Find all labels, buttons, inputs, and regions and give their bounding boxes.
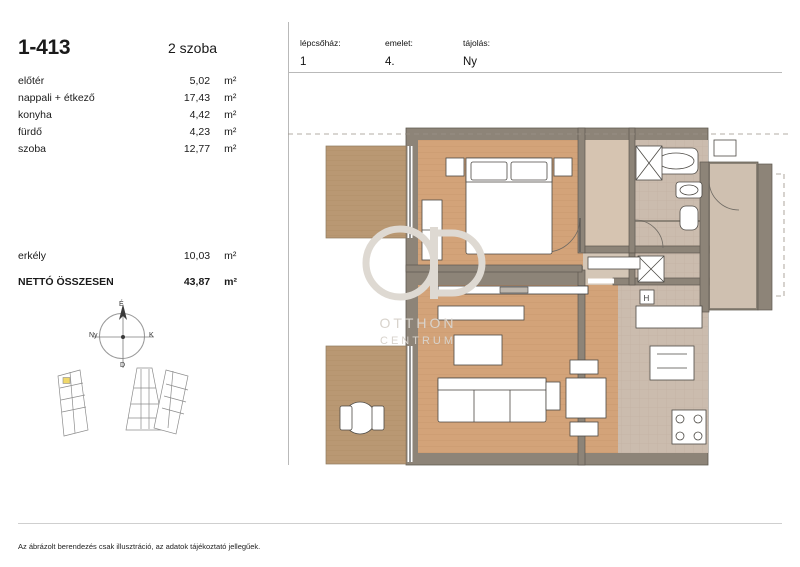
kitchen-counter: [636, 306, 702, 328]
balcony-chair: [372, 406, 384, 430]
site-key-plan: [42, 358, 198, 448]
corridor-floor: [583, 140, 633, 250]
table-row: [18, 124, 254, 141]
header-field-staircase: [300, 38, 341, 68]
balcony-chair: [340, 406, 352, 430]
summary-table: [18, 246, 254, 292]
disclaimer-note: Az ábrázolt berendezés csak illusztráció, az adatok tájékoztató jellegűek.: [18, 542, 261, 551]
room-name: szoba: [18, 143, 47, 155]
room-name: konyha: [18, 109, 52, 121]
room-name: előtér: [18, 75, 45, 87]
entry-cabinet: [714, 140, 736, 156]
balcony-area: 10,03: [183, 250, 211, 262]
room-unit: m²: [224, 126, 237, 138]
table-row: [18, 141, 254, 158]
total-label: NETTÓ ÖSSZESEN: [18, 276, 114, 288]
room-area: 5,02: [189, 75, 211, 87]
toilet: [680, 206, 698, 230]
balcony-unit: m²: [224, 250, 237, 262]
kitchen-island: [650, 346, 694, 380]
room-area: 4,23: [189, 126, 211, 138]
table-row: [18, 90, 254, 107]
room-area: 4,42: [189, 109, 211, 121]
total-area: 43,87: [183, 276, 211, 288]
header-label: tájolás:: [463, 38, 490, 48]
burner: [676, 432, 684, 440]
tv-unit: [438, 306, 524, 320]
room-unit: m²: [224, 92, 237, 104]
sofa-back: [438, 378, 546, 390]
header-value: 1: [300, 56, 307, 68]
room-count-label: 2 szoba: [168, 40, 218, 56]
room-area-table: [18, 73, 254, 158]
chair: [570, 422, 598, 436]
room-area: 17,43: [183, 92, 211, 104]
floorplan-drawing: [288, 110, 788, 480]
room-name: fürdő: [18, 126, 42, 138]
nightstand: [446, 158, 464, 176]
balcony-upper-deck: [326, 146, 406, 238]
nightstand: [554, 158, 572, 176]
burner: [694, 415, 702, 423]
compass-north-label: É: [119, 301, 124, 308]
table-row: [18, 246, 254, 266]
apartment-info-panel: [0, 0, 288, 551]
watermark-line1: OTTHON: [379, 315, 457, 331]
balcony-label: erkély: [18, 250, 47, 262]
header-label: emelet:: [385, 38, 413, 48]
header-value: Ny: [463, 56, 478, 68]
svg-text:H: H: [643, 294, 650, 303]
page-title: 1-413: [18, 36, 71, 59]
room-unit: m²: [224, 75, 237, 87]
header-field-orientation: [463, 38, 490, 68]
compass-east-label: K: [149, 332, 154, 339]
header-field-floor: [385, 38, 413, 68]
header-label: lépcsőház:: [300, 38, 341, 48]
pillow: [511, 162, 547, 180]
dining-table: [566, 378, 606, 418]
room-name: nappali + étkező: [18, 92, 95, 104]
room-unit: m²: [224, 109, 237, 121]
total-unit: m²: [224, 276, 237, 288]
pillow: [471, 162, 507, 180]
coffee-table: [454, 335, 502, 365]
footer-divider: [18, 523, 782, 524]
compass-south-label: D: [120, 362, 126, 369]
compass-west-label: Ny: [89, 332, 98, 339]
table-row: [18, 73, 254, 90]
plan-header: [288, 22, 782, 72]
table-row: [18, 107, 254, 124]
hall-wardrobe: [588, 257, 640, 269]
burner: [676, 415, 684, 423]
room-unit: m²: [224, 143, 237, 155]
right-extension: [758, 164, 772, 310]
entry-vestibule-floor: [710, 164, 756, 308]
room-area: 12,77: [183, 143, 211, 155]
header-divider: [288, 72, 782, 73]
chair: [546, 382, 560, 410]
chair: [570, 360, 598, 374]
header-value: 4.: [385, 56, 395, 68]
burner: [694, 432, 702, 440]
watermark-line2: CENTRUM: [380, 335, 456, 347]
table-row: [18, 266, 254, 292]
